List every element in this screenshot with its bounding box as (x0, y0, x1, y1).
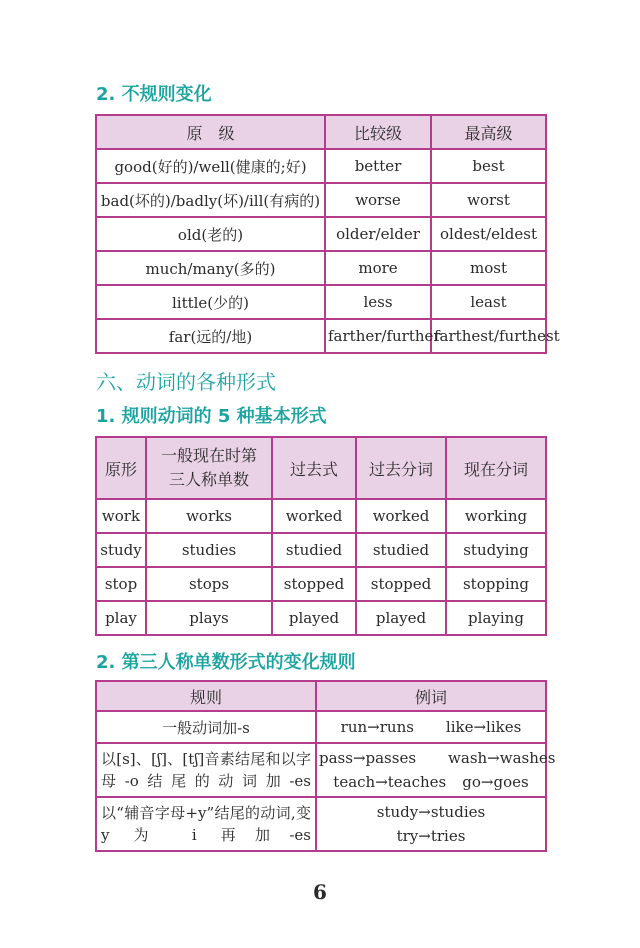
example-line (319, 746, 556, 770)
table-cell: played (272, 601, 356, 635)
example-word: try→tries (396, 827, 466, 845)
example-word: wash→washes (448, 749, 556, 767)
table-cell: far(远的/地) (96, 319, 325, 353)
column-header: 最高级 (431, 115, 546, 149)
table-cell: stops (146, 567, 272, 601)
table-cell: less (325, 285, 431, 319)
table-cell: work (96, 499, 146, 533)
table-row (96, 217, 546, 251)
table-row (96, 285, 546, 319)
table-header-row (96, 681, 546, 711)
table-cell: studying (446, 533, 546, 567)
table-cell: farther/further (325, 319, 431, 353)
column-header: 比较级 (325, 115, 431, 149)
section-title-irregular: 2. 不规则变化 (96, 84, 212, 105)
table-cell: older/elder (325, 217, 431, 251)
table-cell: stopping (446, 567, 546, 601)
table-row (96, 499, 546, 533)
column-header-line: 三人称单数 (168, 470, 249, 489)
table-cell: most (431, 251, 546, 285)
table-cell: stop (96, 567, 146, 601)
table-cell: plays (146, 601, 272, 635)
example-word: like→likes (445, 718, 522, 736)
section-title-third-person-rules: 2. 第三人称单数形式的变化规则 (96, 652, 356, 673)
table-cell: little(少的) (96, 285, 325, 319)
regular-verb-forms-table (95, 436, 547, 636)
rule-cell: 一般动词加-s (96, 711, 316, 743)
column-header: 例词 (316, 681, 546, 711)
table-cell: worked (272, 499, 356, 533)
table-cell: stopped (272, 567, 356, 601)
table-cell: good(好的)/well(健康的;好) (96, 149, 325, 183)
third-person-singular-rules-table (95, 680, 556, 852)
example-word: pass→passes (319, 749, 417, 767)
table-row (96, 319, 546, 353)
table-row (96, 601, 546, 635)
table-row (96, 533, 546, 567)
table-row (96, 711, 546, 743)
table-header-row (96, 437, 546, 499)
table-cell: study (96, 533, 146, 567)
table-cell: oldest/eldest (431, 217, 546, 251)
example-cell (316, 711, 546, 743)
table-row (96, 743, 546, 797)
example-cell (316, 797, 546, 851)
table-row (96, 797, 546, 851)
table-header-row (96, 115, 546, 149)
irregular-comparison-table (95, 114, 560, 354)
table-cell: best (431, 149, 546, 183)
example-word: go→goes (462, 773, 529, 791)
table-cell: worse (325, 183, 431, 217)
table-cell: stopped (356, 567, 446, 601)
table-cell: bad(坏的)/badly(坏)/ill(有病的) (96, 183, 325, 217)
table-row (96, 183, 546, 217)
column-header: 现在分词 (446, 437, 546, 499)
example-word: run→runs (340, 718, 414, 736)
table-cell: play (96, 601, 146, 635)
table-cell: works (146, 499, 272, 533)
example-line (319, 715, 543, 739)
column-header-line: 一般现在时第 (160, 446, 257, 465)
table-row (96, 149, 546, 183)
rule-cell: 以“辅音字母+y”结尾的动词,变 y 为 i 再加-es (96, 797, 316, 851)
table-cell: studies (146, 533, 272, 567)
column-header: 原形 (96, 437, 146, 499)
table-cell: much/many(多的) (96, 251, 325, 285)
rule-cell: 以[s]、[ʃ]、[tʃ]音素结尾和以字母-o结尾的动词加-es (96, 743, 316, 797)
column-header: 规则 (96, 681, 316, 711)
table-cell: studied (356, 533, 446, 567)
example-word: study→studies (376, 803, 486, 821)
example-cell (316, 743, 556, 797)
column-header: 原 级 (96, 115, 325, 149)
table-cell: old(老的) (96, 217, 325, 251)
table-cell: worst (431, 183, 546, 217)
table-row (96, 251, 546, 285)
chapter-title-verb-forms: 六、动词的各种形式 (96, 370, 276, 394)
table-cell: played (356, 601, 446, 635)
table-cell: working (446, 499, 546, 533)
section-title-regular-verbs: 1. 规则动词的 5 种基本形式 (96, 406, 327, 427)
table-cell: studied (272, 533, 356, 567)
column-header (146, 437, 272, 499)
column-header: 过去分词 (356, 437, 446, 499)
table-cell: farthest/furthest (431, 319, 546, 353)
table-cell: worked (356, 499, 446, 533)
table-cell: more (325, 251, 431, 285)
table-cell: better (325, 149, 431, 183)
table-row (96, 567, 546, 601)
column-header: 过去式 (272, 437, 356, 499)
page-number: 6 (313, 880, 327, 904)
example-word: teach→teaches (333, 773, 447, 791)
example-line (319, 770, 543, 794)
table-cell: least (431, 285, 546, 319)
table-cell: playing (446, 601, 546, 635)
